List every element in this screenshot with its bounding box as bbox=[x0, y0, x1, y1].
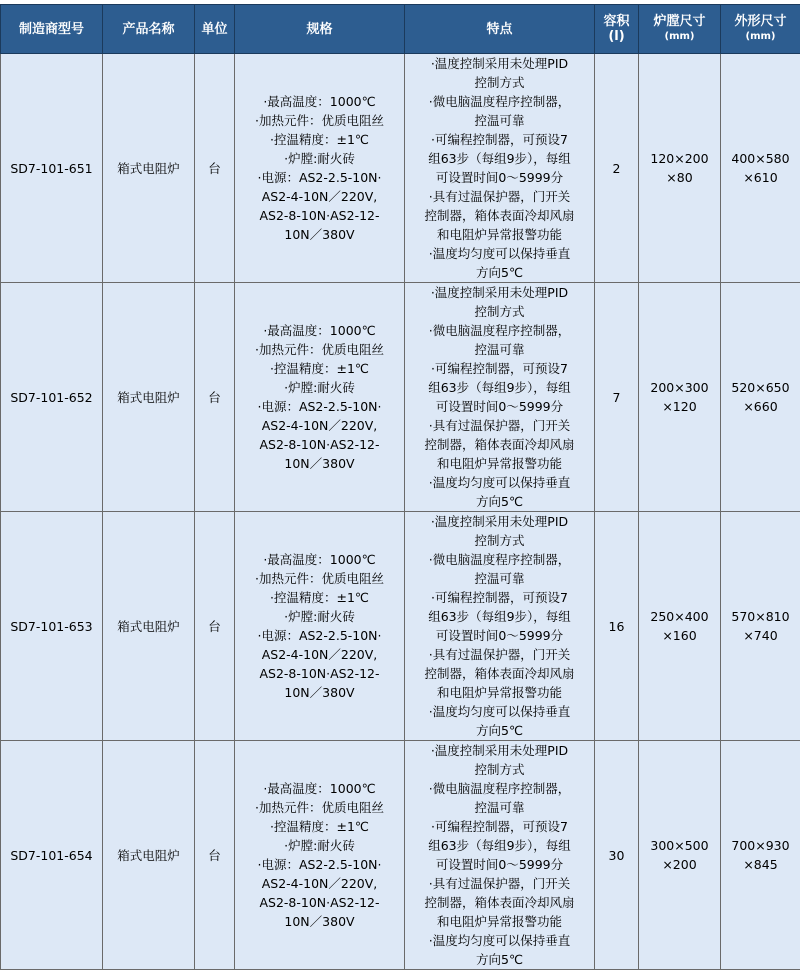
spec-line: AS2-4-10N／220V, bbox=[237, 874, 402, 893]
unit-cell: 台 bbox=[195, 54, 235, 283]
features-cell bbox=[405, 283, 595, 512]
outer-size-line: 570×810 bbox=[723, 607, 798, 626]
spec-line: ·加热元件：优质电阻丝 bbox=[237, 798, 402, 817]
feature-line: 可设置时间0～5999分 bbox=[407, 855, 592, 874]
feature-line: 方向5℃ bbox=[407, 721, 592, 740]
header-features: 特点 bbox=[405, 5, 595, 54]
spec-line: ·电源：AS2-2.5-10N· bbox=[237, 397, 402, 416]
spec-line: ·炉膛:耐火砖 bbox=[237, 378, 402, 397]
spec-line: ·电源：AS2-2.5-10N· bbox=[237, 626, 402, 645]
model-cell: SD7-101-653 bbox=[1, 512, 103, 741]
feature-line: ·温度控制采用未处理PID bbox=[407, 741, 592, 760]
features-cell bbox=[405, 741, 595, 970]
spec-line: ·加热元件：优质电阻丝 bbox=[237, 340, 402, 359]
chamber-size-line: ×80 bbox=[641, 168, 718, 187]
feature-line: ·微电脑温度程序控制器， bbox=[407, 321, 592, 340]
chamber-size-line: ×200 bbox=[641, 855, 718, 874]
model-cell: SD7-101-652 bbox=[1, 283, 103, 512]
spec-line: ·炉膛:耐火砖 bbox=[237, 607, 402, 626]
feature-line: 控温可靠 bbox=[407, 340, 592, 359]
header-unit: 单位 bbox=[195, 5, 235, 54]
spec-line: ·最高温度：1000℃ bbox=[237, 779, 402, 798]
feature-line: 控制器，箱体表面冷却风扇 bbox=[407, 664, 592, 683]
feature-line: 可设置时间0～5999分 bbox=[407, 397, 592, 416]
chamber-size-line: 250×400 bbox=[641, 607, 718, 626]
product-name-cell: 箱式电阻炉 bbox=[103, 512, 195, 741]
feature-line: ·可编程控制器，可预设7 bbox=[407, 130, 592, 149]
chamber-size-cell bbox=[639, 54, 721, 283]
feature-line: 和电阻炉异常报警功能 bbox=[407, 683, 592, 702]
header-chamber-size bbox=[639, 5, 721, 54]
feature-line: ·温度均匀度可以保持垂直 bbox=[407, 702, 592, 721]
table-row bbox=[1, 741, 800, 970]
spec-cell bbox=[235, 54, 405, 283]
feature-line: ·微电脑温度程序控制器， bbox=[407, 92, 592, 111]
spec-cell bbox=[235, 283, 405, 512]
outer-size-line: ×845 bbox=[723, 855, 798, 874]
spec-line: ·最高温度：1000℃ bbox=[237, 321, 402, 340]
unit-cell: 台 bbox=[195, 741, 235, 970]
feature-line: 控制方式 bbox=[407, 73, 592, 92]
outer-size-line: ×740 bbox=[723, 626, 798, 645]
feature-line: 方向5℃ bbox=[407, 950, 592, 969]
feature-line: 控制器，箱体表面冷却风扇 bbox=[407, 206, 592, 225]
feature-line: 方向5℃ bbox=[407, 492, 592, 511]
feature-line: ·温度控制采用未处理PID bbox=[407, 54, 592, 73]
feature-line: 控温可靠 bbox=[407, 111, 592, 130]
outer-size-line: 400×580 bbox=[723, 149, 798, 168]
feature-line: 控制器，箱体表面冷却风扇 bbox=[407, 893, 592, 912]
outer-size-cell bbox=[721, 741, 800, 970]
feature-line: ·微电脑温度程序控制器， bbox=[407, 550, 592, 569]
outer-size-line: ×660 bbox=[723, 397, 798, 416]
spec-line: AS2-8-10N·AS2-12- bbox=[237, 664, 402, 683]
feature-line: 控制方式 bbox=[407, 531, 592, 550]
feature-line: ·具有过温保护器，门开关 bbox=[407, 416, 592, 435]
feature-line: ·具有过温保护器，门开关 bbox=[407, 874, 592, 893]
spec-line: ·加热元件：优质电阻丝 bbox=[237, 111, 402, 130]
feature-line: 可设置时间0～5999分 bbox=[407, 626, 592, 645]
feature-line: ·温度均匀度可以保持垂直 bbox=[407, 931, 592, 950]
header-product-name: 产品名称 bbox=[103, 5, 195, 54]
feature-line: 控制器，箱体表面冷却风扇 bbox=[407, 435, 592, 454]
feature-line: 方向5℃ bbox=[407, 263, 592, 282]
spec-line: ·炉膛:耐火砖 bbox=[237, 149, 402, 168]
product-name-cell: 箱式电阻炉 bbox=[103, 54, 195, 283]
product-name-cell: 箱式电阻炉 bbox=[103, 741, 195, 970]
spec-line: AS2-8-10N·AS2-12- bbox=[237, 893, 402, 912]
features-cell bbox=[405, 54, 595, 283]
table-row bbox=[1, 283, 800, 512]
header-capacity bbox=[595, 5, 639, 54]
feature-line: 和电阻炉异常报警功能 bbox=[407, 225, 592, 244]
feature-line: 组63步（每组9步），每组 bbox=[407, 607, 592, 626]
header-row bbox=[1, 5, 800, 54]
header-outer-unit: (mm) bbox=[721, 29, 800, 44]
feature-line: ·具有过温保护器，门开关 bbox=[407, 645, 592, 664]
outer-size-line: ×610 bbox=[723, 168, 798, 187]
spec-line: ·炉膛:耐火砖 bbox=[237, 836, 402, 855]
spec-line: ·电源：AS2-2.5-10N· bbox=[237, 168, 402, 187]
chamber-size-line: 120×200 bbox=[641, 149, 718, 168]
feature-line: 组63步（每组9步），每组 bbox=[407, 149, 592, 168]
feature-line: ·可编程控制器，可预设7 bbox=[407, 817, 592, 836]
chamber-size-line: 300×500 bbox=[641, 836, 718, 855]
unit-cell: 台 bbox=[195, 283, 235, 512]
spec-cell bbox=[235, 512, 405, 741]
model-cell: SD7-101-651 bbox=[1, 54, 103, 283]
feature-line: 组63步（每组9步），每组 bbox=[407, 836, 592, 855]
feature-line: ·微电脑温度程序控制器， bbox=[407, 779, 592, 798]
header-chamber-unit: (mm) bbox=[639, 29, 720, 44]
spec-line: AS2-8-10N·AS2-12- bbox=[237, 435, 402, 454]
spec-line: AS2-4-10N／220V, bbox=[237, 416, 402, 435]
chamber-size-cell bbox=[639, 512, 721, 741]
feature-line: 控温可靠 bbox=[407, 798, 592, 817]
spec-line: AS2-4-10N／220V, bbox=[237, 187, 402, 206]
outer-size-line: 520×650 bbox=[723, 378, 798, 397]
header-outer-size bbox=[721, 5, 800, 54]
spec-line: ·控温精度：±1℃ bbox=[237, 359, 402, 378]
chamber-size-line: ×120 bbox=[641, 397, 718, 416]
spec-line: ·控温精度：±1℃ bbox=[237, 817, 402, 836]
outer-size-line: 700×930 bbox=[723, 836, 798, 855]
chamber-size-line: ×160 bbox=[641, 626, 718, 645]
unit-cell: 台 bbox=[195, 512, 235, 741]
spec-line: ·电源：AS2-2.5-10N· bbox=[237, 855, 402, 874]
model-cell: SD7-101-654 bbox=[1, 741, 103, 970]
product-name-cell: 箱式电阻炉 bbox=[103, 283, 195, 512]
table-row bbox=[1, 54, 800, 283]
capacity-cell: 16 bbox=[595, 512, 639, 741]
header-outer-label: 外形尺寸 bbox=[721, 14, 800, 29]
outer-size-cell bbox=[721, 283, 800, 512]
spec-line: AS2-8-10N·AS2-12- bbox=[237, 206, 402, 225]
spec-line: ·控温精度：±1℃ bbox=[237, 130, 402, 149]
header-model: 制造商型号 bbox=[1, 5, 103, 54]
feature-line: ·可编程控制器，可预设7 bbox=[407, 359, 592, 378]
header-spec: 规格 bbox=[235, 5, 405, 54]
feature-line: ·可编程控制器，可预设7 bbox=[407, 588, 592, 607]
chamber-size-line: 200×300 bbox=[641, 378, 718, 397]
outer-size-cell bbox=[721, 512, 800, 741]
chamber-size-cell bbox=[639, 741, 721, 970]
features-cell bbox=[405, 512, 595, 741]
spec-line: ·最高温度：1000℃ bbox=[237, 92, 402, 111]
outer-size-cell bbox=[721, 54, 800, 283]
feature-line: 和电阻炉异常报警功能 bbox=[407, 454, 592, 473]
capacity-cell: 7 bbox=[595, 283, 639, 512]
spec-line: ·最高温度：1000℃ bbox=[237, 550, 402, 569]
feature-line: ·温度控制采用未处理PID bbox=[407, 512, 592, 531]
feature-line: 和电阻炉异常报警功能 bbox=[407, 912, 592, 931]
table-row bbox=[1, 512, 800, 741]
feature-line: 控制方式 bbox=[407, 760, 592, 779]
header-chamber-label: 炉膛尺寸 bbox=[639, 14, 720, 29]
product-spec-table bbox=[0, 4, 800, 970]
chamber-size-cell bbox=[639, 283, 721, 512]
spec-line: 10N／380V bbox=[237, 683, 402, 702]
header-capacity-label: 容积 bbox=[595, 14, 638, 29]
feature-line: ·温度均匀度可以保持垂直 bbox=[407, 473, 592, 492]
spec-cell bbox=[235, 741, 405, 970]
capacity-cell: 2 bbox=[595, 54, 639, 283]
feature-line: 控温可靠 bbox=[407, 569, 592, 588]
spec-line: 10N／380V bbox=[237, 912, 402, 931]
header-capacity-unit: (l) bbox=[595, 29, 638, 44]
feature-line: ·温度控制采用未处理PID bbox=[407, 283, 592, 302]
capacity-cell: 30 bbox=[595, 741, 639, 970]
spec-line: ·加热元件：优质电阻丝 bbox=[237, 569, 402, 588]
spec-line: 10N／380V bbox=[237, 454, 402, 473]
spec-line: AS2-4-10N／220V, bbox=[237, 645, 402, 664]
feature-line: ·具有过温保护器，门开关 bbox=[407, 187, 592, 206]
spec-line: ·控温精度：±1℃ bbox=[237, 588, 402, 607]
feature-line: 控制方式 bbox=[407, 302, 592, 321]
feature-line: 组63步（每组9步），每组 bbox=[407, 378, 592, 397]
feature-line: 可设置时间0～5999分 bbox=[407, 168, 592, 187]
feature-line: ·温度均匀度可以保持垂直 bbox=[407, 244, 592, 263]
spec-line: 10N／380V bbox=[237, 225, 402, 244]
